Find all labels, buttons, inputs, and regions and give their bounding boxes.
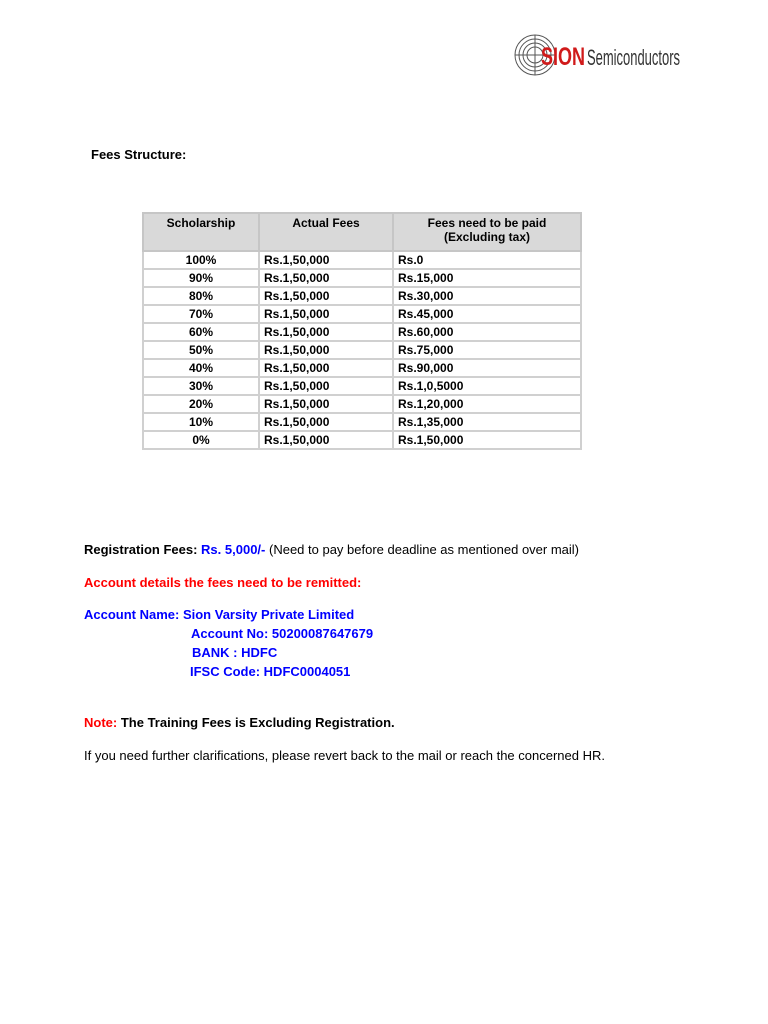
registration-amount: Rs. 5,000/-	[201, 542, 266, 557]
cell-fees-to-pay: Rs.90,000	[393, 359, 581, 377]
table-row	[143, 251, 581, 269]
sion-semiconductors-logo	[513, 32, 683, 78]
cell-scholarship: 90%	[143, 269, 259, 287]
fees-structure-heading: Fees Structure:	[91, 147, 187, 162]
cell-fees-to-pay: Rs.1,35,000	[393, 413, 581, 431]
cell-fees-to-pay: Rs.1,0,5000	[393, 377, 581, 395]
cell-actual-fees: Rs.1,50,000	[259, 359, 393, 377]
fees-table-body	[143, 251, 581, 449]
table-row	[143, 305, 581, 323]
registration-line	[84, 542, 579, 557]
cell-fees-to-pay: Rs.60,000	[393, 323, 581, 341]
note-label: Note:	[84, 715, 118, 730]
header-fees-to-pay	[393, 213, 581, 251]
cell-fees-to-pay: Rs.30,000	[393, 287, 581, 305]
registration-label: Registration Fees:	[84, 542, 198, 557]
logo-tagline-text: Semiconductors	[587, 45, 680, 70]
cell-actual-fees: Rs.1,50,000	[259, 431, 393, 449]
table-row	[143, 359, 581, 377]
header-scholarship: Scholarship	[143, 213, 259, 251]
account-name: Account Name: Sion Varsity Private Limited	[84, 607, 355, 622]
cell-scholarship: 30%	[143, 377, 259, 395]
cell-fees-to-pay: Rs.75,000	[393, 341, 581, 359]
fees-table-container	[142, 212, 582, 450]
logo-brand-text: SION	[541, 43, 585, 71]
cell-actual-fees: Rs.1,50,000	[259, 305, 393, 323]
cell-scholarship: 0%	[143, 431, 259, 449]
cell-actual-fees: Rs.1,50,000	[259, 395, 393, 413]
cell-fees-to-pay: Rs.0	[393, 251, 581, 269]
cell-scholarship: 40%	[143, 359, 259, 377]
account-bank: BANK : HDFC	[192, 645, 278, 660]
cell-actual-fees: Rs.1,50,000	[259, 287, 393, 305]
cell-actual-fees: Rs.1,50,000	[259, 341, 393, 359]
cell-scholarship: 10%	[143, 413, 259, 431]
cell-fees-to-pay: Rs.45,000	[393, 305, 581, 323]
cell-scholarship: 50%	[143, 341, 259, 359]
cell-fees-to-pay: Rs.1,20,000	[393, 395, 581, 413]
cell-scholarship: 100%	[143, 251, 259, 269]
note-text: The Training Fees is Excluding Registration.	[120, 715, 395, 730]
cell-actual-fees: Rs.1,50,000	[259, 323, 393, 341]
table-row	[143, 395, 581, 413]
header-fees-to-pay-text: Fees need to be paid (Excluding tax)	[427, 216, 547, 244]
table-row	[143, 413, 581, 431]
table-row	[143, 269, 581, 287]
cell-scholarship: 80%	[143, 287, 259, 305]
cell-scholarship: 60%	[143, 323, 259, 341]
header-actual-fees: Actual Fees	[259, 213, 393, 251]
cell-fees-to-pay: Rs.15,000	[393, 269, 581, 287]
cell-actual-fees: Rs.1,50,000	[259, 413, 393, 431]
account-heading: Account details the fees need to be remitted:	[84, 575, 362, 590]
cell-actual-fees: Rs.1,50,000	[259, 269, 393, 287]
table-row	[143, 323, 581, 341]
cell-scholarship: 70%	[143, 305, 259, 323]
note-line	[84, 715, 395, 730]
table-row	[143, 341, 581, 359]
registration-note: (Need to pay before deadline as mentioned over mail)	[269, 542, 580, 557]
cell-fees-to-pay: Rs.1,50,000	[393, 431, 581, 449]
table-row	[143, 287, 581, 305]
cell-actual-fees: Rs.1,50,000	[259, 377, 393, 395]
fees-table-header-row	[143, 213, 581, 251]
cell-scholarship: 20%	[143, 395, 259, 413]
account-number: Account No: 50200087647679	[191, 626, 374, 641]
clarification-text: If you need further clarifications, please revert back to the mail or reach the concerned HR.	[84, 748, 605, 763]
fees-table	[142, 212, 582, 450]
account-ifsc: IFSC Code: HDFC0004051	[190, 664, 351, 679]
table-row	[143, 431, 581, 449]
table-row	[143, 377, 581, 395]
cell-actual-fees: Rs.1,50,000	[259, 251, 393, 269]
